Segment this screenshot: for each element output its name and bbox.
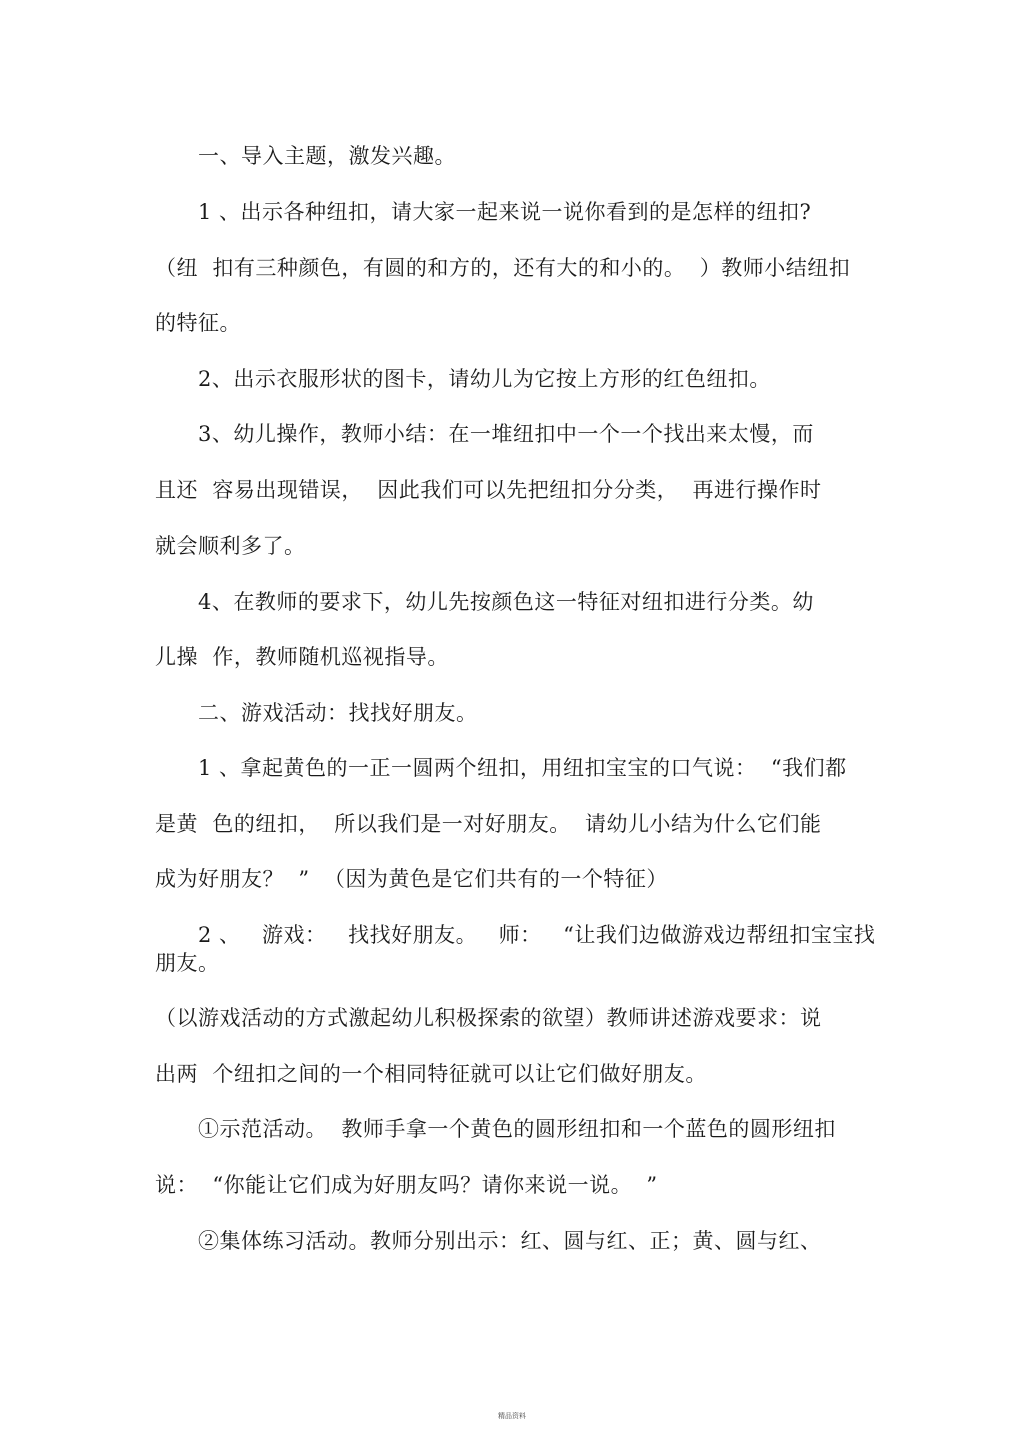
- paragraph-line: 1 、出示各种纽扣，请大家一起来说一说你看到的是怎样的纽扣?: [198, 200, 812, 224]
- paragraph-line: 3、幼儿操作，教师小结：在一堆纽扣中一个一个找出来太慢，而: [198, 422, 814, 446]
- paragraph-line: 且还 容易出现错误， 因此我们可以先把纽扣分分类， 再进行操作时: [155, 478, 822, 502]
- paragraph-line: 成为好朋友？ ” （因为黄色是它们共有的一个特征）: [155, 867, 668, 891]
- paragraph-line: 就会顺利多了。: [155, 534, 306, 558]
- paragraph-line: 4、在教师的要求下，幼儿先按颜色这一特征对纽扣进行分类。幼: [198, 590, 814, 614]
- section-heading-2: 二、游戏活动：找找好朋友。: [198, 701, 478, 725]
- paragraph-line: 朋友。: [155, 951, 220, 975]
- paragraph-line: ①示范活动。 教师手拿一个黄色的圆形纽扣和一个蓝色的圆形纽扣: [198, 1117, 836, 1141]
- paragraph-line: （以游戏活动的方式激起幼儿积极探索的欲望）教师讲述游戏要求：说: [155, 1006, 822, 1030]
- paragraph-line: ②集体练习活动。教师分别出示：红、圆与红、正；黄、圆与红、: [198, 1229, 822, 1253]
- paragraph-line: （纽 扣有三种颜色，有圆的和方的，还有大的和小的。 ）教师小结纽扣: [155, 256, 851, 280]
- paragraph-line: 2 、 游戏： 找找好朋友。 师： “让我们边做游戏边帮纽扣宝宝找: [198, 923, 876, 947]
- section-heading-1: 一、导入主题，激发兴趣。: [198, 144, 456, 168]
- paragraph-line: 1 、拿起黄色的一正一圆两个纽扣，用纽扣宝宝的口气说： “我们都: [198, 756, 847, 780]
- page-footer: 精品资料: [498, 1412, 526, 1420]
- paragraph-line: 是黄 色的纽扣， 所以我们是一对好朋友。 请幼儿小结为什么它们能: [155, 812, 822, 836]
- paragraph-line: 出两 个纽扣之间的一个相同特征就可以让它们做好朋友。: [155, 1062, 707, 1086]
- paragraph-line: 的特征。: [155, 311, 241, 335]
- paragraph-line: 说： “你能让它们成为好朋友吗？请你来说一说。 ”: [155, 1173, 658, 1197]
- paragraph-line: 儿操 作，教师随机巡视指导。: [155, 645, 449, 669]
- paragraph-line: 2、出示衣服形状的图卡，请幼儿为它按上方形的红色纽扣。: [198, 367, 771, 391]
